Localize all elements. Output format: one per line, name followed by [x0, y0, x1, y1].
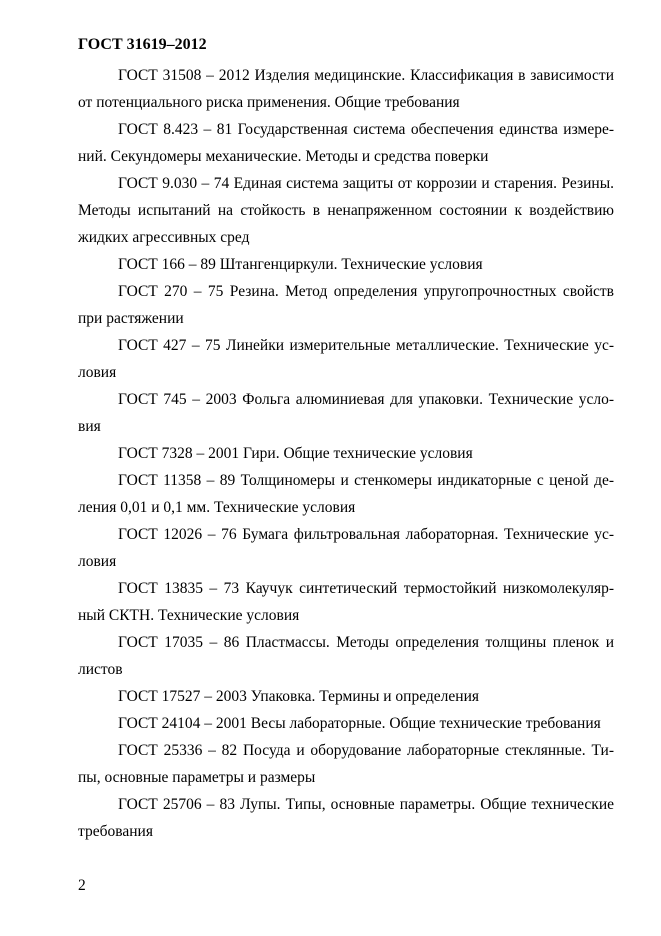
reference-line: требования [78, 823, 153, 840]
reference-line: ловия [78, 364, 117, 381]
reference-entry [78, 467, 614, 521]
reference-entry [78, 737, 614, 791]
reference-entry [78, 791, 614, 845]
reference-line: вия [78, 418, 101, 435]
reference-entry [78, 62, 614, 116]
document-header: ГОСТ 31619–2012 [78, 36, 207, 53]
reference-entry [78, 710, 614, 737]
reference-entry [78, 116, 614, 170]
reference-entry [78, 629, 614, 683]
reference-line-first: ГОСТ 166 – 89 Штангенциркули. Технические условия [118, 256, 483, 273]
reference-entry [78, 683, 614, 710]
reference-line-first: ГОСТ 8.423 – 81 Государственная система обеспечения единства измере- [118, 121, 614, 138]
reference-line: жидких агрессивных сред [78, 229, 250, 246]
reference-entry [78, 386, 614, 440]
reference-line-first: ГОСТ 17035 – 86 Пластмассы. Методы определения толщины пленок и [118, 634, 614, 651]
reference-line: ловия [78, 553, 117, 570]
reference-line-first: ГОСТ 270 – 75 Резина. Метод определения упругопрочностных свойств [118, 283, 614, 300]
reference-line-first: ГОСТ 31508 – 2012 Изделия медицинские. Классификация в зависимости [118, 67, 614, 84]
reference-entry [78, 278, 614, 332]
reference-entry [78, 332, 614, 386]
page-number: 2 [78, 877, 86, 894]
reference-line-first: ГОСТ 25706 – 83 Лупы. Типы, основные параметры. Общие технические [118, 796, 614, 813]
reference-entry [78, 575, 614, 629]
reference-entry [78, 170, 614, 251]
reference-entry [78, 521, 614, 575]
reference-line-first: ГОСТ 25336 – 82 Посуда и оборудование лабораторные стеклянные. Ти- [118, 742, 614, 759]
reference-line: пы, основные параметры и размеры [78, 769, 316, 786]
reference-line: ний. Секундомеры механические. Методы и средства поверки [78, 148, 489, 165]
reference-line: ный СКТН. Технические условия [78, 607, 300, 624]
reference-line: ления 0,01 и 0,1 мм. Технические условия [78, 499, 356, 516]
reference-line-first: ГОСТ 13835 – 73 Каучук синтетический термостойкий низкомолекуляр- [118, 580, 614, 597]
reference-entry [78, 251, 614, 278]
reference-line-first: ГОСТ 11358 – 89 Толщиномеры и стенкомеры индикаторные с ценой де- [118, 472, 614, 489]
reference-line: от потенциального риска применения. Общие требования [78, 94, 460, 111]
reference-line-first: ГОСТ 12026 – 76 Бумага фильтровальная лабораторная. Технические ус- [118, 526, 614, 543]
reference-line: листов [78, 661, 123, 678]
reference-line-first: ГОСТ 427 – 75 Линейки измерительные металлические. Технические ус- [118, 337, 614, 354]
reference-line-first: ГОСТ 24104 – 2001 Весы лабораторные. Общие технические требования [118, 715, 601, 732]
reference-line-first: ГОСТ 17527 – 2003 Упаковка. Термины и определения [118, 688, 479, 705]
reference-line: Методы испытаний на стойкость в ненапряженном состоянии к воздействию [78, 202, 614, 219]
reference-line-first: ГОСТ 7328 – 2001 Гири. Общие технические условия [118, 445, 473, 462]
reference-line-first: ГОСТ 745 – 2003 Фольга алюминиевая для упаковки. Технические усло- [118, 391, 614, 408]
reference-entry [78, 440, 614, 467]
reference-line: при растяжении [78, 310, 184, 327]
reference-line-first: ГОСТ 9.030 – 74 Единая система защиты от коррозии и старения. Резины. [118, 175, 614, 192]
